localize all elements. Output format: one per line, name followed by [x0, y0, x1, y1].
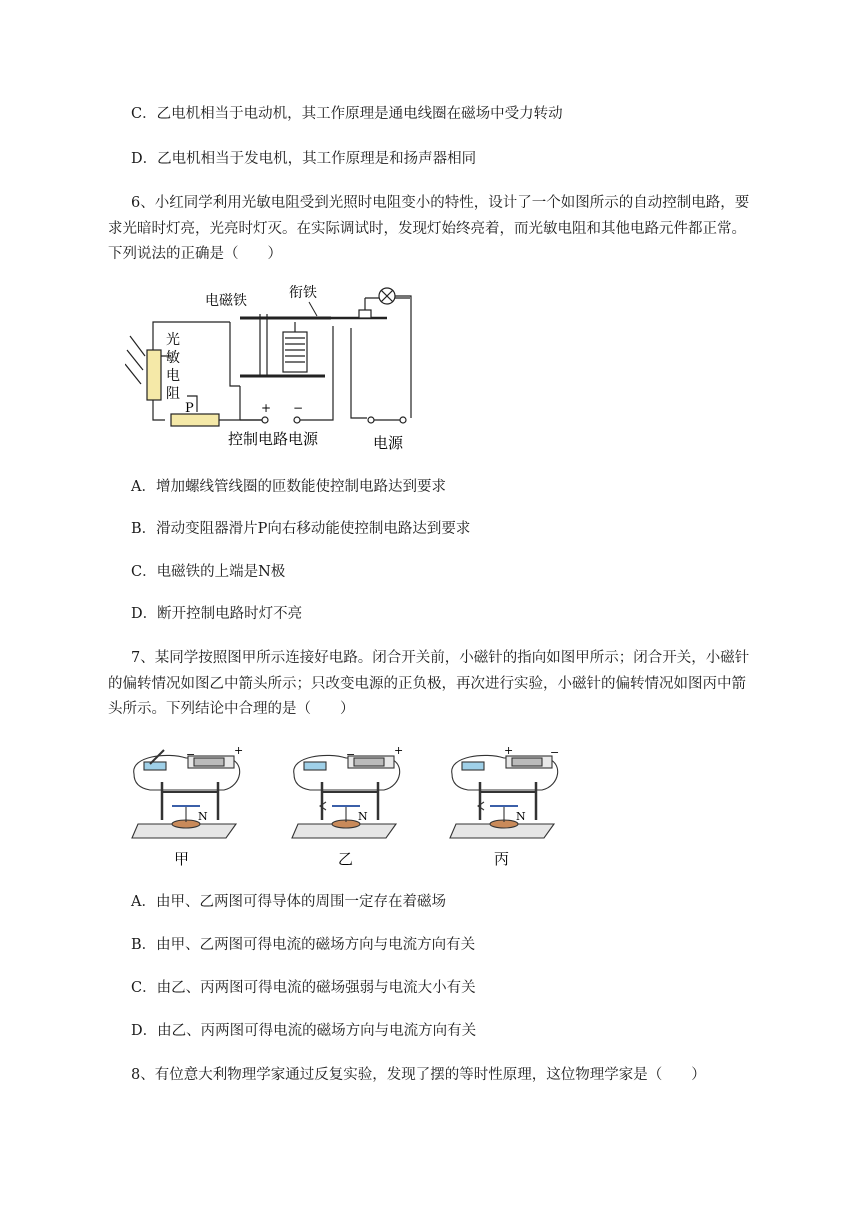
bing-left-sign: + — [504, 744, 514, 757]
option-d: D．乙电机相当于发电机，其工作原理是和扬声器相同 — [131, 151, 477, 167]
q7-figure-jia — [128, 744, 246, 869]
label-photo-2: 敏 — [166, 350, 180, 366]
q7-text-line-1: 7、某同学按照图甲所示连接好电路。闭合开关前，小磁针的指向如图甲所示；闭合开关，小磁针 — [131, 650, 750, 666]
q6-text-line-2: 求光暗时灯亮，光亮时灯灭。在实际调试时，发现灯始终亮着，而光敏电阻和其他电路元件都正常。 — [108, 221, 746, 237]
label-armature: 衔铁 — [289, 285, 317, 301]
q7-text-line-2: 的偏转情况如图乙中箭头所示；只改变电源的正负极，再次进行实验，小磁针的偏转情况如图丙中箭 — [108, 676, 746, 692]
q7-figure-bing — [446, 744, 564, 869]
yi-caption: 乙 — [338, 850, 354, 868]
jia-left-sign: − — [186, 748, 196, 761]
label-control-source: 控制电路电源 — [228, 430, 319, 448]
jia-right-sign: + — [234, 744, 244, 757]
q7-figure-yi — [288, 744, 406, 869]
yi-right-sign: + — [394, 744, 404, 757]
q6-option-c: C．电磁铁的上端是N极 — [131, 564, 286, 580]
q7-option-b: B．由甲、乙两图可得电流的磁场方向与电流方向有关 — [131, 937, 476, 953]
label-electromagnet: 电磁铁 — [205, 293, 247, 309]
q8-text-line-1: 8、有位意大利物理学家通过反复实验，发现了摆的等时性原理，这位物理学家是（ ） — [131, 1067, 706, 1083]
q6-option-b: B．滑动变阻器滑片P向右移动能使控制电路达到要求 — [131, 521, 471, 537]
label-photo-1: 光 — [166, 332, 180, 348]
q6-text-line-1: 6、小红同学利用光敏电阻受到光照时电阻变小的特性，设计了一个如图所示的自动控制电路，要 — [131, 195, 750, 211]
q7-option-a: A．由甲、乙两图可得导体的周围一定存在着磁场 — [131, 894, 446, 910]
label-photo-3: 电 — [166, 368, 180, 384]
label-plus: + — [261, 401, 272, 415]
label-photo-4: 阻 — [166, 386, 180, 402]
option-c: C．乙电机相当于电动机，其工作原理是通电线圈在磁场中受力转动 — [131, 106, 563, 122]
label-minus: − — [293, 401, 304, 415]
label-slider-p: P — [185, 401, 194, 416]
q7-option-d: D．由乙、丙两图可得电流的磁场方向与电流方向有关 — [131, 1023, 477, 1039]
q6-circuit-diagram — [125, 278, 425, 458]
q6-text-line-3: 下列说法的正确是（ ） — [108, 246, 282, 262]
bing-right-sign: − — [550, 746, 560, 759]
jia-caption: 甲 — [174, 850, 190, 868]
q7-text-line-3: 头所示。下列结论中合理的是（ ） — [108, 701, 355, 717]
jia-needle-n: N — [198, 810, 208, 823]
bing-caption: 丙 — [494, 850, 510, 868]
q6-option-a: A．增加螺线管线圈的匝数能使控制电路达到要求 — [131, 479, 446, 495]
bing-needle-n: N — [516, 810, 526, 823]
q7-option-c: C．由乙、丙两图可得电流的磁场强弱与电流大小有关 — [131, 980, 476, 996]
label-power-source: 电源 — [373, 434, 404, 452]
yi-left-sign: − — [346, 748, 356, 761]
q6-option-d: D．断开控制电路时灯不亮 — [131, 606, 303, 622]
yi-needle-n: N — [358, 810, 368, 823]
